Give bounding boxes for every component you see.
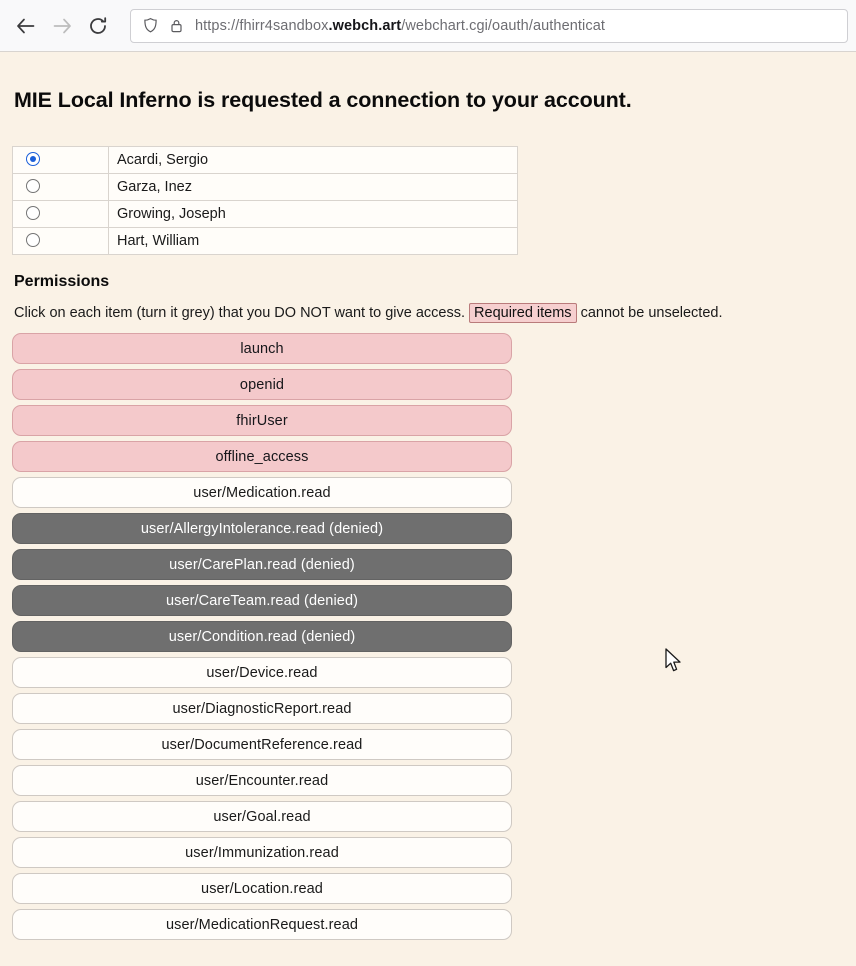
reload-button[interactable] <box>80 8 116 44</box>
scope-item-granted[interactable]: user/Immunization.read <box>12 837 512 868</box>
table-row[interactable] <box>13 228 518 255</box>
scope-item-denied[interactable]: user/CareTeam.read (denied) <box>12 585 512 616</box>
table-row[interactable] <box>13 174 518 201</box>
patient-name-cell: Hart, William <box>109 228 518 255</box>
scope-item-required[interactable]: openid <box>12 369 512 400</box>
scope-item-granted[interactable]: user/Medication.read <box>12 477 512 508</box>
patient-radio-cell[interactable] <box>13 201 109 228</box>
back-button[interactable] <box>8 8 44 44</box>
scope-item-granted[interactable]: user/Goal.read <box>12 801 512 832</box>
radio-unselected-icon[interactable] <box>26 206 40 220</box>
scope-item-required[interactable]: offline_access <box>12 441 512 472</box>
patient-name-cell: Acardi, Sergio <box>109 147 518 174</box>
radio-unselected-icon[interactable] <box>26 233 40 247</box>
page-title: MIE Local Inferno is requested a connection to your account. <box>14 88 632 112</box>
required-items-chip: Required items <box>469 303 577 323</box>
url-host: .webch.art <box>328 17 402 34</box>
radio-selected-icon[interactable] <box>26 152 40 166</box>
scope-item-granted[interactable]: user/Device.read <box>12 657 512 688</box>
patient-radio-cell[interactable] <box>13 228 109 255</box>
patient-radio-cell[interactable] <box>13 147 109 174</box>
url-prefix: https://fhirr4sandbox <box>195 17 329 34</box>
scope-item-granted[interactable]: user/DocumentReference.read <box>12 729 512 760</box>
lock-icon[interactable] <box>163 18 189 34</box>
address-bar[interactable] <box>130 9 848 43</box>
scope-item-denied[interactable]: user/Condition.read (denied) <box>12 621 512 652</box>
scope-list <box>12 333 512 940</box>
patient-radio-cell[interactable] <box>13 174 109 201</box>
url-path: /webchart.cgi/oauth/authenticat <box>401 17 606 34</box>
scope-item-required[interactable]: launch <box>12 333 512 364</box>
table-row[interactable] <box>13 201 518 228</box>
permissions-help-text <box>14 305 844 321</box>
shield-icon[interactable] <box>137 17 163 34</box>
help-text-after: cannot be unselected. <box>580 305 723 321</box>
mouse-cursor <box>665 648 683 674</box>
permissions-heading: Permissions <box>14 273 110 290</box>
url-text <box>195 18 605 34</box>
help-text-before: Click on each item (turn it grey) that you DO NOT want to give access. <box>14 305 466 321</box>
browser-toolbar <box>0 0 856 52</box>
page-content <box>0 52 856 966</box>
patient-name-cell: Garza, Inez <box>109 174 518 201</box>
scope-item-granted[interactable]: user/Location.read <box>12 873 512 904</box>
table-row[interactable] <box>13 147 518 174</box>
scope-item-denied[interactable]: user/CarePlan.read (denied) <box>12 549 512 580</box>
patient-name-cell: Growing, Joseph <box>109 201 518 228</box>
patient-selection-table <box>12 146 518 255</box>
patient-table-body <box>13 147 518 255</box>
forward-button[interactable] <box>44 8 80 44</box>
scope-item-denied[interactable]: user/AllergyIntolerance.read (denied) <box>12 513 512 544</box>
scope-item-granted[interactable]: user/Encounter.read <box>12 765 512 796</box>
scope-item-granted[interactable]: user/MedicationRequest.read <box>12 909 512 940</box>
scope-item-required[interactable]: fhirUser <box>12 405 512 436</box>
scope-item-granted[interactable]: user/DiagnosticReport.read <box>12 693 512 724</box>
radio-unselected-icon[interactable] <box>26 179 40 193</box>
